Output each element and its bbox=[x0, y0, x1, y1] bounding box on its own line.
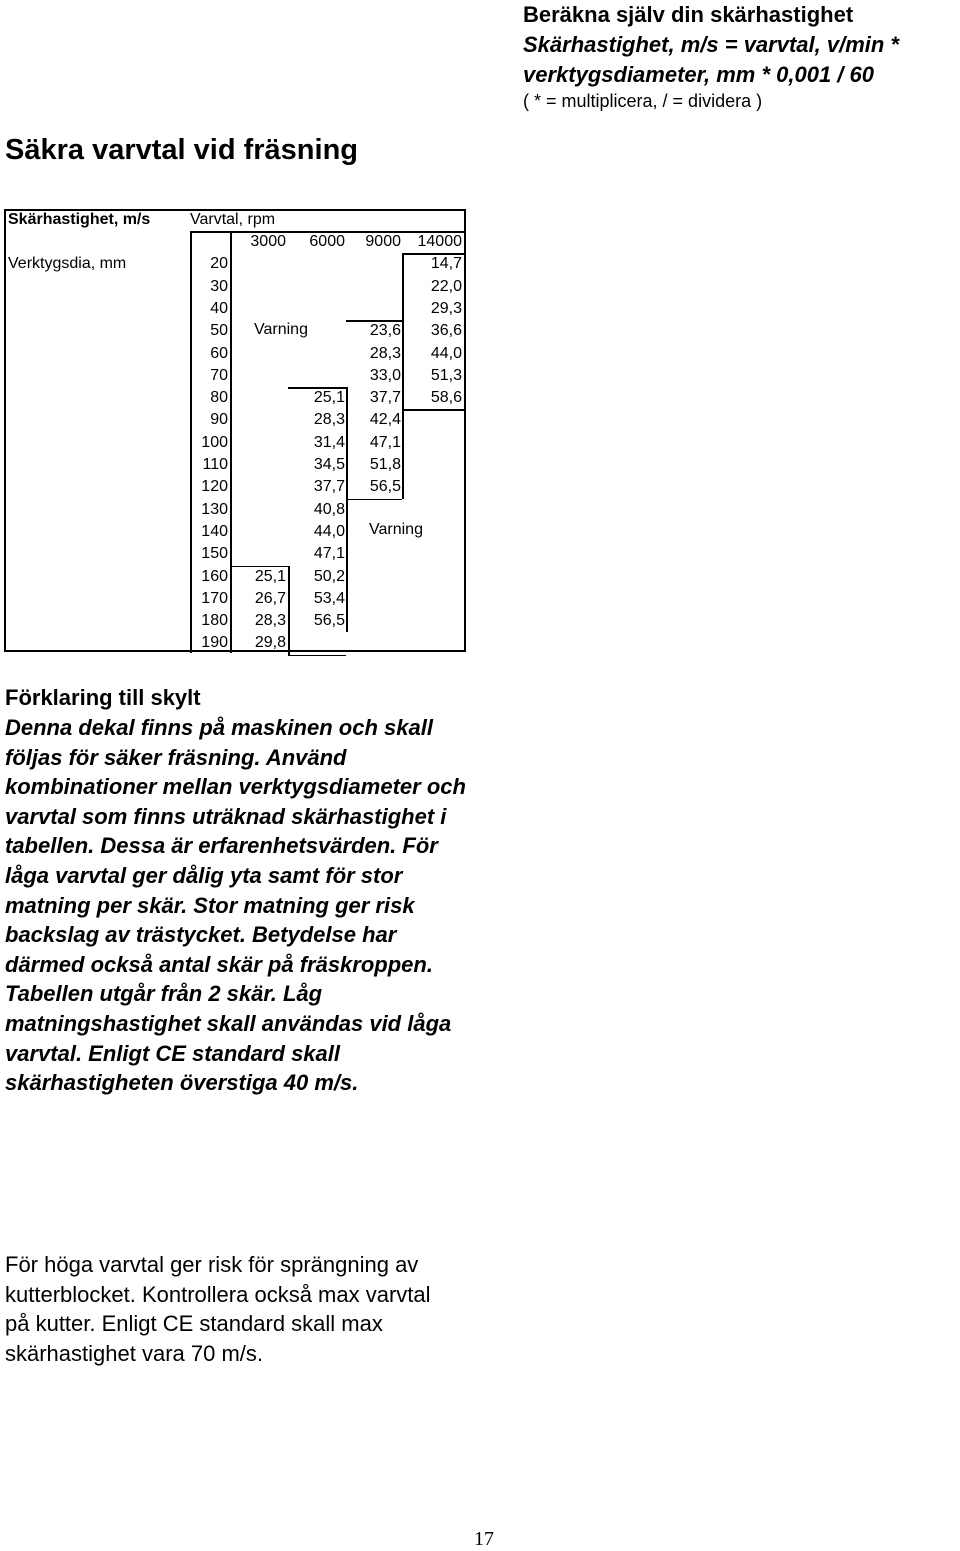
speed-cell: 28,3 bbox=[369, 344, 401, 362]
grid-line bbox=[402, 409, 466, 411]
speed-label: Skärhastighet, m/s bbox=[8, 211, 151, 228]
diameter-cell: 80 bbox=[210, 389, 228, 407]
grid-line bbox=[402, 253, 404, 320]
speed-cell: 53,4 bbox=[313, 589, 345, 607]
diameter-cell: 90 bbox=[210, 411, 228, 429]
formula-legend: ( * = multiplicera, / = dividera ) bbox=[523, 91, 763, 111]
rpm-header: 6000 bbox=[309, 233, 345, 250]
speed-cell: 25,1 bbox=[254, 567, 286, 585]
grid-line bbox=[288, 655, 346, 657]
speed-cell: 37,7 bbox=[369, 389, 401, 407]
speed-cell: 40,8 bbox=[313, 500, 345, 518]
speed-cell: 33,0 bbox=[369, 366, 401, 384]
diameter-cell: 120 bbox=[201, 478, 228, 496]
formula-line: Skärhastighet, m/s = varvtal, v/min * bbox=[523, 32, 899, 57]
speed-cell: 51,8 bbox=[369, 456, 401, 473]
diameter-cell: 70 bbox=[210, 366, 228, 384]
grid-line bbox=[402, 253, 466, 255]
speed-cell: 47,1 bbox=[313, 545, 345, 563]
diameter-label: Verktygsdia, mm bbox=[8, 255, 127, 272]
grid-line bbox=[230, 231, 232, 653]
formula-heading: Beräkna själv din skärhastighet bbox=[523, 2, 854, 27]
page-title: Säkra varvtal vid fräsning bbox=[5, 134, 358, 166]
speed-cell: 56,5 bbox=[313, 612, 345, 630]
speed-cell: 51,3 bbox=[430, 366, 462, 384]
speed-cell: 50,2 bbox=[313, 567, 345, 585]
diameter-cell: 100 bbox=[201, 433, 228, 451]
rpm-label: Varvtal, rpm bbox=[190, 211, 276, 228]
grid-line bbox=[288, 566, 290, 655]
diameter-cell: 20 bbox=[210, 255, 228, 273]
grid-line bbox=[346, 320, 402, 322]
speed-cell: 29,8 bbox=[254, 634, 286, 652]
diameter-cell: 110 bbox=[202, 456, 228, 473]
warning-low-rpm: Varning bbox=[254, 321, 308, 338]
diameter-cell: 160 bbox=[201, 567, 228, 585]
speed-cell: 29,3 bbox=[430, 299, 462, 317]
diameter-cell: 170 bbox=[201, 589, 228, 607]
speed-cell: 31,4 bbox=[313, 433, 345, 451]
warning-high-rpm: Varning bbox=[369, 521, 423, 538]
diameter-cell: 50 bbox=[210, 322, 228, 340]
speed-cell: 42,4 bbox=[369, 411, 401, 429]
speed-cell: 22,0 bbox=[430, 277, 462, 295]
speed-cell: 44,0 bbox=[430, 344, 462, 362]
speed-cell: 23,6 bbox=[369, 322, 401, 340]
explanation-section bbox=[5, 683, 475, 1098]
diameter-cell: 140 bbox=[201, 522, 228, 540]
diameter-cell: 30 bbox=[210, 277, 228, 295]
speed-cell: 58,6 bbox=[430, 389, 462, 407]
speed-cell: 28,3 bbox=[254, 612, 286, 630]
diameter-cell: 130 bbox=[201, 500, 228, 518]
explanation-heading: Förklaring till skylt bbox=[5, 685, 201, 710]
grid-line bbox=[190, 231, 192, 653]
grid-line bbox=[230, 566, 288, 568]
diameter-cell: 60 bbox=[210, 344, 228, 362]
diameter-cell: 190 bbox=[201, 634, 228, 652]
grid-line bbox=[346, 387, 348, 632]
formula-line: verktygsdiameter, mm * 0,001 / 60 bbox=[523, 62, 874, 87]
speed-cell: 56,5 bbox=[369, 478, 401, 496]
speed-cell: 25,1 bbox=[313, 389, 345, 407]
explanation-text: Denna dekal finns på maskinen och skall följas för säker fräsning. Använd kombinationer mellan verktygsdiameter och varvtal som finns uträknad skärhastighet i tabellen. Dessa är erfarenhetsvärden. För låga varvtal ger dålig yta samt för stor matning per skär. Stor matning ger risk backslag av trästycket. Betydelse har därmed också antal skär på fräskroppen. Tabellen utgår från 2 skär. Låg matningshastighet skall användas vid låga varvtal. Enligt CE standard skall skärhastigheten överstiga 40 m/s. bbox=[5, 715, 466, 1096]
rpm-header: 3000 bbox=[250, 233, 286, 250]
grid-line bbox=[346, 499, 402, 501]
speed-cell: 37,7 bbox=[313, 478, 345, 496]
speed-cell: 28,3 bbox=[313, 411, 345, 429]
rpm-header: 14000 bbox=[417, 233, 462, 250]
speed-table bbox=[0, 208, 470, 654]
overspeed-warning-text: För höga varvtal ger risk för sprängning av kutterblocket. Kontrollera också max varvtal på kutter. Enligt CE standard skall max skärhastighet vara 70 m/s. bbox=[5, 1252, 431, 1366]
page-number: 17 bbox=[474, 1528, 494, 1550]
diameter-cell: 150 bbox=[201, 545, 228, 563]
speed-cell: 34,5 bbox=[313, 456, 345, 473]
speed-formula-box bbox=[523, 0, 960, 112]
speed-cell: 36,6 bbox=[430, 322, 462, 340]
speed-cell: 26,7 bbox=[254, 589, 286, 607]
speed-cell: 47,1 bbox=[369, 433, 401, 451]
grid-line bbox=[288, 387, 346, 389]
rpm-header: 9000 bbox=[365, 233, 401, 250]
diameter-cell: 40 bbox=[210, 299, 228, 317]
speed-cell: 14,7 bbox=[430, 255, 462, 273]
speed-cell: 44,0 bbox=[313, 522, 345, 540]
diameter-cell: 180 bbox=[201, 612, 228, 630]
